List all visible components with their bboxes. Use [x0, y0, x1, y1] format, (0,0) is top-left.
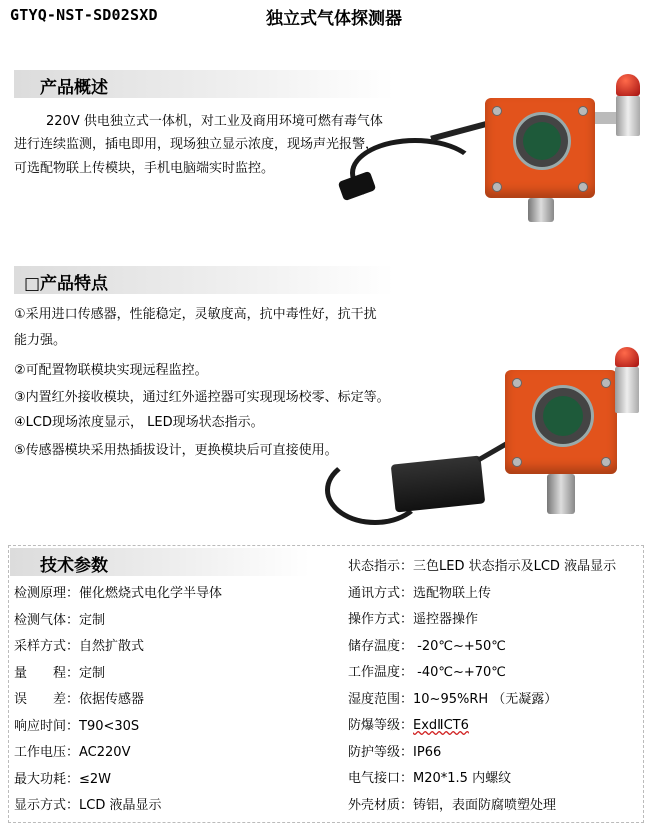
lcd-display-icon [543, 396, 583, 436]
spec-row-status: 状态指示：三色LED 状态指示及LCD 液晶显示 [348, 559, 617, 574]
overview-line-2: 进行连续监测，插电即用，现场独立显示浓度，现场声光报警， [14, 137, 379, 152]
feature-line-1: ①采用进口传感器，性能稳定，灵敏度高，抗中毒性好，抗干扰 [14, 307, 377, 322]
specs-left-column [14, 581, 334, 820]
spec-row-error: 误 差：依据传感器 [14, 692, 145, 707]
spec-row-humidity: 湿度范围：10~95%RH （无凝露） [348, 691, 558, 707]
spec-row-voltage: 工作电压：AC220V [14, 745, 131, 760]
feature-line-2: 能力强。 [14, 333, 67, 348]
document-title: 独立式气体探测器 [266, 9, 402, 29]
spec-row-interface: 电气接口：M20*1.5 内螺纹 [348, 771, 512, 786]
power-adapter-icon [391, 455, 486, 512]
spec-row-detection-principle: 检测原理：催化燃烧式电化学半导体 [14, 586, 223, 601]
spec-row-response-time: 响应时间：T90<30S [14, 718, 140, 734]
feature-line-6: ⑤传感器模块采用热插拔设计，更换模块后可直接使用。 [14, 443, 338, 458]
spec-row-display: 显示方式：LCD 液晶显示 [14, 798, 162, 813]
alarm-light-icon [616, 74, 640, 96]
sensor-module-icon [528, 198, 554, 222]
specs-heading: 技术参数 [40, 556, 108, 576]
overview-line-1: 220V 供电独立式一体机，对工业及商用环境可燃有毒气体 [46, 114, 383, 129]
lcd-display-icon [523, 122, 561, 160]
features-heading: □产品特点 [24, 274, 109, 294]
spec-row-power: 最大功耗：≤2W [14, 771, 112, 787]
specs-right-column [348, 554, 648, 819]
spec-row-protection: 防护等级：IP66 [348, 744, 442, 760]
spec-row-explosion-proof: 防爆等级：ExdⅡCT6 [348, 718, 469, 733]
feature-line-5: ④LCD现场浓度显示， LED现场状态指示。 [14, 415, 264, 430]
spec-row-operation: 操作方式：遥控器操作 [348, 612, 479, 627]
overview-line-3: 可选配物联上传模块，手机电脑端实时监控。 [14, 161, 275, 176]
spec-row-working-temp: 工作温度： -40℃~+70℃ [348, 665, 506, 680]
overview-heading: 产品概述 [40, 78, 108, 98]
sensor-module-icon [547, 474, 575, 514]
feature-line-4: ③内置红外接收模块，通过红外遥控器可实现现场校零、标定等。 [14, 390, 390, 405]
spec-row-sampling: 采样方式：自然扩散式 [14, 639, 145, 654]
alarm-light-icon [615, 347, 639, 367]
spec-row-storage-temp: 储存温度： -20℃~+50℃ [348, 638, 506, 654]
product-photo-detector-with-adapter [325, 345, 655, 520]
product-photo-detector-with-plug [320, 68, 655, 223]
model-number: GTYQ-NST-SD02SXD [10, 6, 158, 24]
spec-row-gas: 检测气体：定制 [14, 612, 106, 628]
spec-row-communication: 通讯方式：选配物联上传 [348, 585, 492, 601]
feature-line-3: ②可配置物联模块实现远程监控。 [14, 363, 208, 378]
spec-row-range: 量 程：定制 [14, 665, 106, 681]
spec-row-housing: 外壳材质：铸铝，表面防腐喷塑处理 [348, 797, 557, 813]
